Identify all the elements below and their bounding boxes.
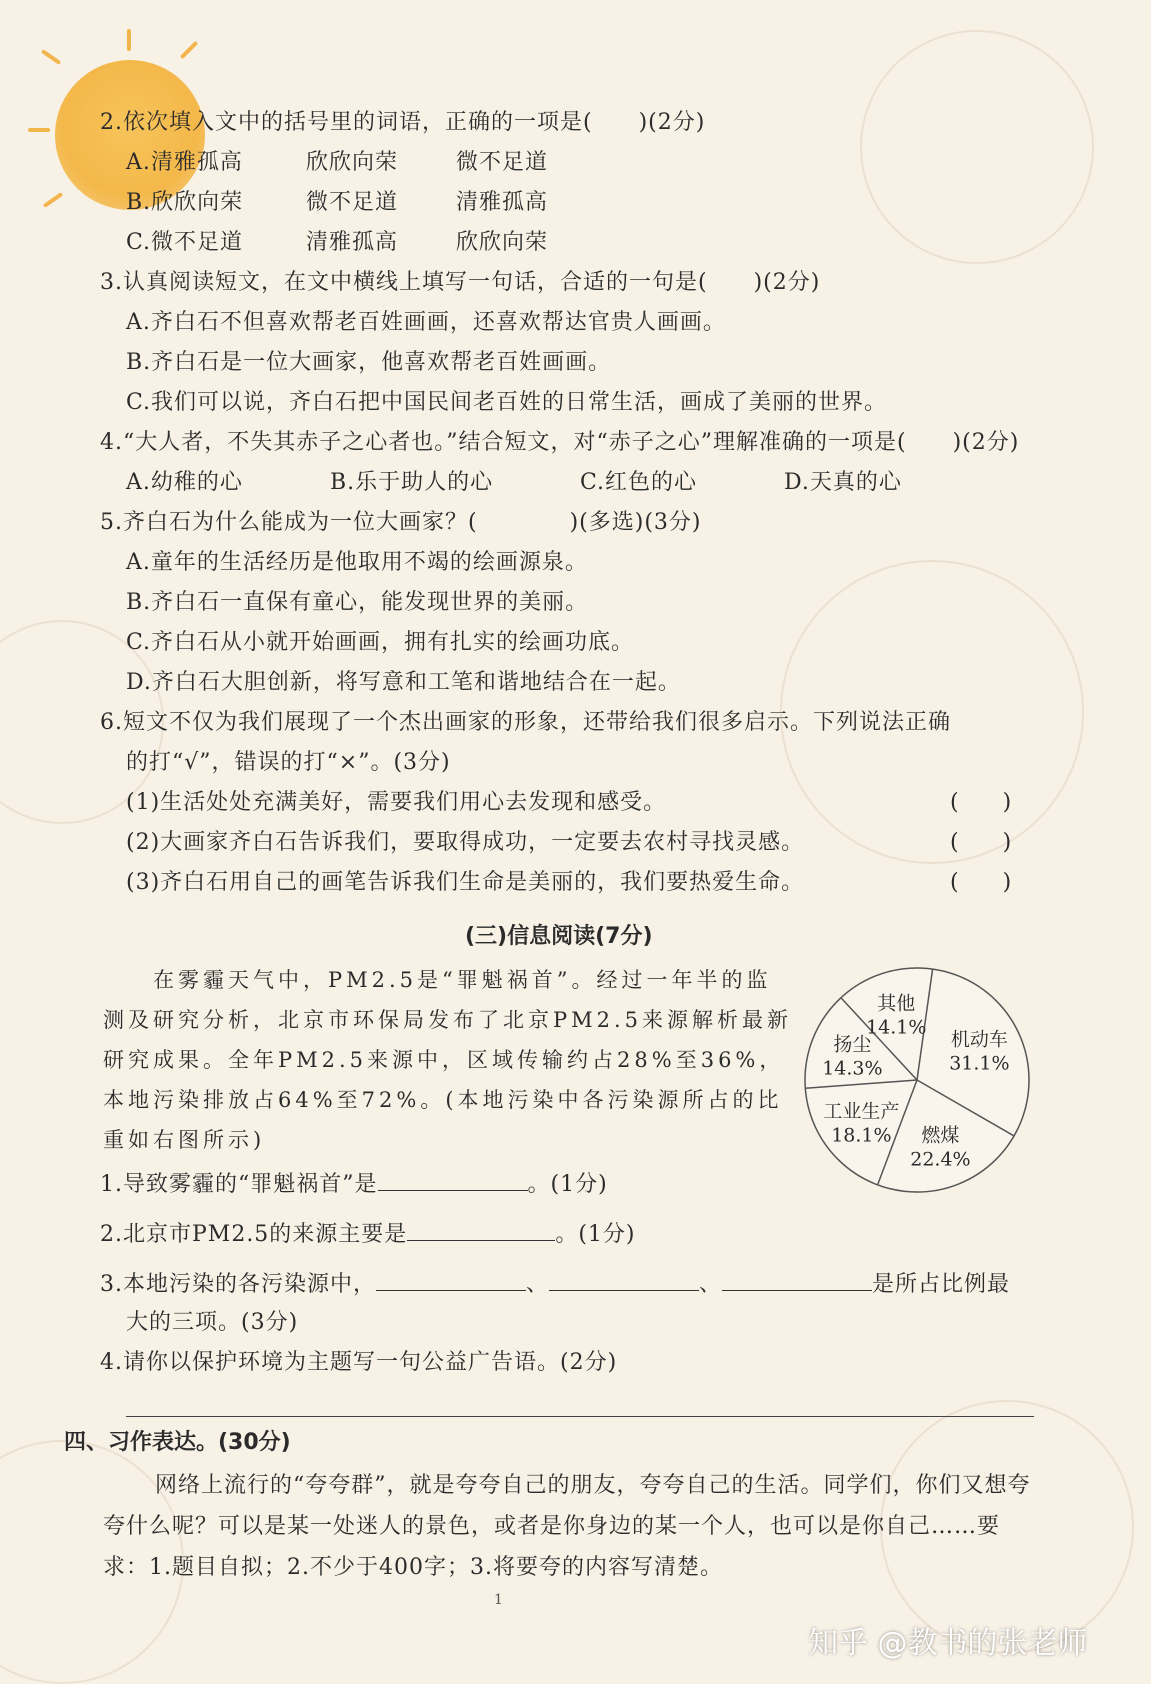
q2-option-a-word1: A.清雅孤高 bbox=[126, 150, 243, 175]
q6-item-1: (1)生活处处充满美好，需要我们用心去发现和感受。 bbox=[126, 790, 667, 815]
question-2-stem: 2.依次填入文中的括号里的词语，正确的一项是( )(2分) bbox=[100, 110, 706, 135]
s3-q1-suffix: 。(1分) bbox=[527, 1172, 608, 1197]
pie-slice-label: 扬尘 bbox=[833, 1033, 872, 1056]
question-5-stem: 5.齐白石为什么能成为一位大画家？( )(多选)(3分) bbox=[100, 510, 702, 535]
q6-item-3: (3)齐白石用自己的画笔告诉我们生命是美丽的，我们要热爱生命。 bbox=[126, 870, 805, 895]
q2-option-a-word3: 微不足道 bbox=[456, 150, 549, 175]
s3-q3-answer-blank-2[interactable] bbox=[549, 1268, 699, 1291]
section-3-title: (三)信息阅读(7分) bbox=[465, 924, 653, 949]
pie-slice-label: 其他 bbox=[877, 992, 916, 1015]
q2-option-b-word3: 清雅孤高 bbox=[456, 190, 549, 215]
question-6-stem: 6.短文不仅为我们展现了一个杰出画家的形象，还带给我们很多启示。下列说法正确 bbox=[100, 710, 951, 735]
q2-option-a-word2: 欣欣向荣 bbox=[306, 150, 399, 175]
q4-option-a: A.幼稚的心 bbox=[126, 470, 243, 495]
q4-option-d: D.天真的心 bbox=[784, 470, 902, 495]
q5-option-d: D.齐白石大胆创新，将写意和工笔和谐地结合在一起。 bbox=[126, 670, 681, 695]
q6-item-2-answer-box[interactable]: ( ) bbox=[950, 830, 1012, 855]
sun-ray-icon bbox=[127, 29, 131, 51]
essay-prompt: 网络上流行的“夸夸群”，就是夸夸自己的朋友，夸夸自己的生活。同学们，你们又想夸夸什么呢？可以是某一处迷人的景色，或者是你身边的某一个人，也可以是你自己……要求：1.题目自拟；2.不少于400字；3.将要夸的内容写清楚。 bbox=[103, 1473, 1031, 1580]
background-decoration bbox=[860, 30, 1094, 264]
s3-q3-suffix: 是所占比例最 bbox=[872, 1272, 1011, 1297]
section-3-question-3 bbox=[100, 1268, 1010, 1300]
q4-option-c: C.红色的心 bbox=[580, 470, 698, 495]
sun-ray-icon bbox=[180, 41, 198, 59]
s3-q1-answer-blank[interactable] bbox=[378, 1168, 528, 1191]
section-4-title: 四、习作表达。(30分) bbox=[64, 1430, 291, 1455]
sun-ray-icon bbox=[43, 192, 63, 208]
q3-option-c: C.我们可以说，齐白石把中国民间老百姓的日常生活，画成了美丽的世界。 bbox=[126, 390, 888, 415]
s3-q3-separator-1: 、 bbox=[526, 1272, 550, 1297]
s3-q1-prefix: 1.导致雾霾的“罪魁祸首”是 bbox=[100, 1172, 378, 1197]
pie-slice-value: 18.1% bbox=[831, 1124, 892, 1147]
s3-q3-answer-blank-1[interactable] bbox=[376, 1268, 526, 1291]
q6-item-2: (2)大画家齐白石告诉我们，要取得成功，一定要去农村寻找灵感。 bbox=[126, 830, 805, 855]
q5-option-b: B.齐白石一直保有童心，能发现世界的美丽。 bbox=[126, 590, 589, 615]
q2-option-b-word2: 微不足道 bbox=[306, 190, 399, 215]
pie-slice-label: 机动车 bbox=[950, 1028, 1008, 1051]
pie-slice-value: 22.4% bbox=[910, 1148, 971, 1171]
pie-slice-label: 工业生产 bbox=[823, 1100, 900, 1123]
question-6-stem-cont: 的打“√”，错误的打“×”。(3分) bbox=[126, 750, 451, 775]
q5-option-c: C.齐白石从小就开始画画，拥有扎实的绘画功底。 bbox=[126, 630, 635, 655]
s3-q3-prefix: 3.本地污染的各污染源中， bbox=[100, 1272, 376, 1297]
watermark: 知乎 @教书的张老师 bbox=[808, 1626, 1088, 1661]
q2-option-c-word3: 欣欣向荣 bbox=[456, 230, 549, 255]
s3-q2-prefix: 2.北京市PM2.5的来源主要是 bbox=[100, 1222, 408, 1247]
q3-option-b: B.齐白石是一位大画家，他喜欢帮老百姓画画。 bbox=[126, 350, 612, 375]
slogan-answer-line[interactable] bbox=[126, 1416, 1034, 1417]
page-number: 1 bbox=[494, 1592, 503, 1608]
section-3-question-2 bbox=[100, 1218, 635, 1250]
q4-option-b: B.乐于助人的心 bbox=[330, 470, 494, 495]
pie-chart bbox=[797, 960, 1037, 1200]
info-passage: 在雾霾天气中，PM2.5是“罪魁祸首”。经过一年半的监测及研究分析，北京市环保局发布了北京PM2.5来源解析最新研究成果。全年PM2.5来源中，区域传输约占28%至36%，本地污染排放占64%至72%。(本地污染中各污染源所占的比重如右图所示) bbox=[103, 968, 793, 1152]
sun-ray-icon bbox=[28, 128, 50, 132]
question-3-stem: 3.认真阅读短文，在文中横线上填写一句话，合适的一句是( )(2分) bbox=[100, 270, 821, 295]
section-3-question-4: 4.请你以保护环境为主题写一句公益广告语。(2分) bbox=[100, 1350, 618, 1375]
q5-option-a: A.童年的生活经历是他取用不竭的绘画源泉。 bbox=[126, 550, 588, 575]
sun-ray-icon bbox=[41, 49, 61, 65]
s3-q2-answer-blank[interactable] bbox=[407, 1218, 555, 1241]
pie-slice-value: 14.3% bbox=[822, 1057, 883, 1080]
q6-item-1-answer-box[interactable]: ( ) bbox=[950, 790, 1012, 815]
q2-option-c-word1: C.微不足道 bbox=[126, 230, 244, 255]
section-3-question-3-cont: 大的三项。(3分) bbox=[126, 1310, 299, 1335]
pie-slice-value: 31.1% bbox=[949, 1052, 1010, 1075]
s3-q2-suffix: 。(1分) bbox=[555, 1222, 636, 1247]
pie-slice-label: 燃煤 bbox=[921, 1124, 960, 1147]
s3-q3-separator-2: 、 bbox=[699, 1272, 723, 1297]
q6-item-3-answer-box[interactable]: ( ) bbox=[950, 870, 1012, 895]
section-3-question-1 bbox=[100, 1168, 608, 1200]
s3-q3-answer-blank-3[interactable] bbox=[722, 1268, 872, 1291]
q2-option-c-word2: 清雅孤高 bbox=[306, 230, 399, 255]
pie-slice-value: 14.1% bbox=[866, 1016, 927, 1039]
q3-option-a: A.齐白石不但喜欢帮老百姓画画，还喜欢帮达官贵人画画。 bbox=[126, 310, 726, 335]
question-4-stem: 4.“大人者，不失其赤子之心者也。”结合短文，对“赤子之心”理解准确的一项是( )(2分) bbox=[100, 430, 1020, 455]
q2-option-b-word1: B.欣欣向荣 bbox=[126, 190, 244, 215]
